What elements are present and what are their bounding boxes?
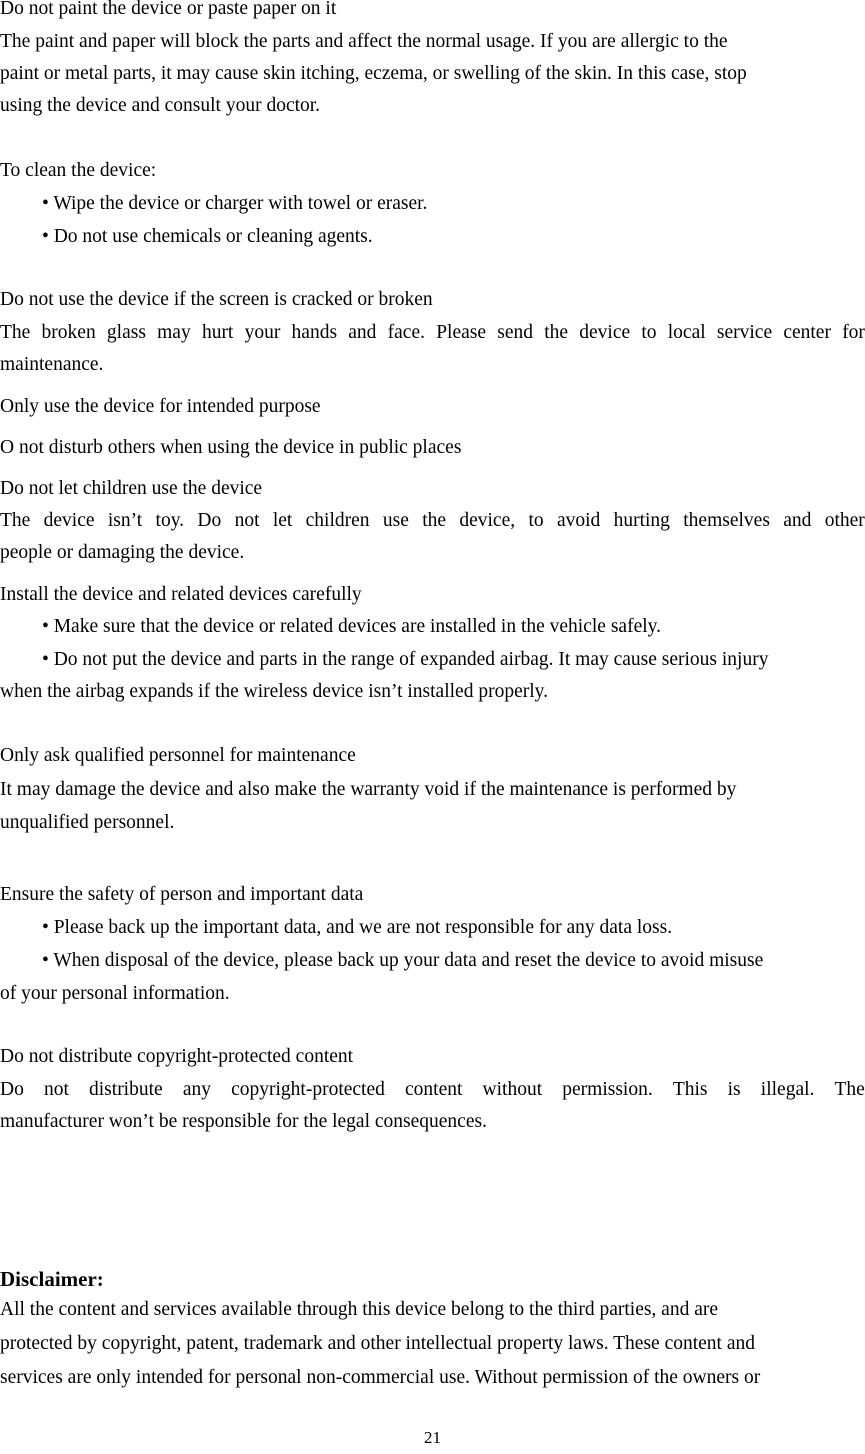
word: Do (0, 1079, 24, 1100)
word: device (579, 322, 631, 343)
word: hands (291, 322, 338, 343)
word: avoid (556, 510, 601, 531)
bullet-item: • When disposal of the device, please back up your data and reset the device to avoid misuse (42, 950, 764, 971)
bullet-item: • Make sure that the device or related devices are installed in the vehicle safely. (42, 616, 662, 637)
paragraph-line: All the content and services available through this device belong to the third parties, and are (0, 1299, 719, 1320)
section-heading: Only use the device for intended purpose (0, 396, 321, 417)
justified-line (0, 509, 865, 533)
section-heading: Ensure the safety of person and important data (0, 884, 364, 905)
word: device, (459, 510, 516, 531)
disclaimer-heading: Disclaimer: (0, 1267, 104, 1291)
bullet-item: • Please back up the important data, and we are not responsible for any data loss. (42, 917, 673, 938)
word: not (43, 1079, 69, 1100)
word: the (422, 510, 447, 531)
word: without (482, 1079, 543, 1100)
word: copyright-protected (231, 1079, 385, 1100)
word: the (544, 322, 569, 343)
word: themselves (683, 510, 770, 531)
paragraph-line: when the airbag expands if the wireless device isn’t installed properly. (0, 681, 548, 702)
paragraph-line: maintenance. (0, 354, 104, 375)
word: let (272, 510, 293, 531)
paragraph-line: services are only intended for personal non-commercial use. Without permission of the owners or (0, 1367, 761, 1388)
word: service (716, 322, 773, 343)
paragraph-line: people or damaging the device. (0, 542, 245, 563)
page-number: 21 (424, 1428, 441, 1447)
word: The (834, 1079, 865, 1100)
word: is (727, 1079, 741, 1100)
word: not (234, 510, 260, 531)
word: distribute (89, 1079, 163, 1100)
word: your (244, 322, 281, 343)
section-heading: Do not let children use the device (0, 478, 263, 499)
word: center (783, 322, 831, 343)
justified-line (0, 321, 865, 345)
word: glass (106, 322, 146, 343)
word: children (305, 510, 370, 531)
section-heading: Do not paint the device or paste paper on it (0, 0, 337, 19)
word: content (405, 1079, 463, 1100)
section-heading: Do not use the device if the screen is cracked or broken (0, 289, 433, 310)
word: The (0, 510, 31, 531)
word: use (382, 510, 409, 531)
word: This (672, 1079, 708, 1100)
section-heading: O not disturb others when using the device in public places (0, 437, 462, 458)
word: to (528, 510, 544, 531)
justified-line (0, 1078, 865, 1102)
section-heading: Only ask qualified personnel for maintenance (0, 745, 356, 766)
paragraph-line: protected by copyright, patent, trademark and other intellectual property laws. These content and (0, 1333, 755, 1354)
section-heading: Do not distribute copyright-protected content (0, 1046, 354, 1067)
paragraph-line: The paint and paper will block the parts and affect the normal usage. If you are allergic to the (0, 31, 728, 52)
word: The (0, 322, 31, 343)
paragraph-line: manufacturer won’t be responsible for the legal consequences. (0, 1111, 487, 1132)
bullet-item: • Do not use chemicals or cleaning agents. (42, 226, 373, 247)
section-heading: Install the device and related devices carefully (0, 584, 362, 605)
word: local (667, 322, 706, 343)
word: other (824, 510, 865, 531)
word: illegal. (760, 1079, 815, 1100)
paragraph-line: unqualified personnel. (0, 812, 175, 833)
word: broken (41, 322, 96, 343)
bullet-item: • Wipe the device or charger with towel or eraser. (42, 193, 428, 214)
word: isn’t (107, 510, 143, 531)
word: Please (436, 322, 487, 343)
word: permission. (562, 1079, 653, 1100)
word: toy. (155, 510, 185, 531)
paragraph-line: of your personal information. (0, 983, 230, 1004)
word: any (182, 1079, 211, 1100)
word: hurting (613, 510, 670, 531)
section-heading: To clean the device: (0, 160, 157, 181)
word: device (43, 510, 95, 531)
word: for (842, 322, 865, 343)
paragraph-line: It may damage the device and also make the warranty void if the maintenance is performed by (0, 779, 737, 800)
paragraph-line: using the device and consult your doctor. (0, 95, 321, 116)
word: may (157, 322, 191, 343)
paragraph-line: paint or metal parts, it may cause skin itching, eczema, or swelling of the skin. In this case, stop (0, 63, 747, 84)
word: to (641, 322, 657, 343)
word: Do (197, 510, 222, 531)
word: face. (387, 322, 425, 343)
bullet-item: • Do not put the device and parts in the range of expanded airbag. It may cause serious injury (42, 649, 769, 670)
word: hurt (201, 322, 234, 343)
word: send (497, 322, 533, 343)
word: and (348, 322, 377, 343)
word: and (783, 510, 812, 531)
